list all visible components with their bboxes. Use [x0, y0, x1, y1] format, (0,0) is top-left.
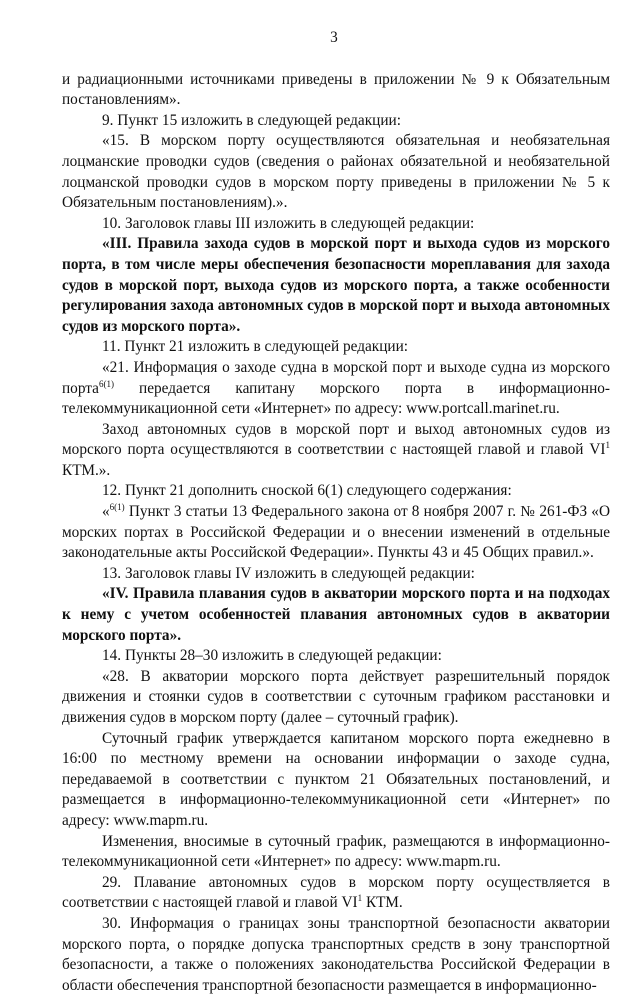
item-29-text-part-1: 29. Плавание автономных судов в морском порту осуществляется в соответствии с настоящей главой и главой VI	[62, 873, 610, 912]
page-number: 3	[330, 29, 338, 46]
item-10-heading: 10. Заголовок главы III изложить в следующей редакции:	[102, 214, 475, 232]
footnote-mark-6-1: 6(1)	[109, 502, 125, 513]
item-21-text-part-2: передается капитану морского порта в информационно-телекоммуникационной сети «Интернет» по адресу: www.portcall.marinet.ru.	[62, 379, 610, 418]
item-14-heading: 14. Пункты 28–30 изложить в следующей редакции:	[102, 647, 442, 665]
footnote-6-1-body: Пункт 3 статьи 13 Федерального закона от 8 ноября 2007 г. № 261-ФЗ «О морских портах в Российской Федерации и о внесении изменений в отдельные законодательные акты Российской Федерации». Пункты 43 и 45 Общих правил.».	[62, 503, 610, 562]
paragraph-continuation: и радиационными источниками приведены в приложении № 9 к Обязательным постановлениям».	[62, 70, 610, 109]
item-13-heading: 13. Заголовок главы IV изложить в следующей редакции:	[102, 564, 475, 582]
item-29-text-part-2: КТМ.	[362, 894, 403, 912]
item-12-heading: 12. Пункт 21 дополнить сноской 6(1) следующего содержания:	[102, 482, 512, 500]
autonomous-entry-text-part-1: Заход автономных судов в морской порт и выход автономных судов из морского порта осуществляются в соответствии с настоящей главой и главой VI	[62, 420, 610, 459]
autonomous-entry-text	[62, 420, 610, 482]
document-page	[62, 28, 610, 996]
item-9-heading: 9. Пункт 15 изложить в следующей редакции:	[102, 111, 401, 129]
footnote-ref-6-1: 6(1)	[98, 378, 114, 389]
footnote-quote-open: «	[102, 503, 110, 521]
item-11-heading: 11. Пункт 21 изложить в следующей редакции:	[102, 338, 409, 356]
item-28-text: «28. В акватории морского порта действует разрешительный порядок движения и стоянки судов в соответствии с суточным графиком расстановки и движения судов в морском порту (далее – суточный график).	[62, 667, 610, 726]
chapter-4-title: «IV. Правила плавания судов в акватории морского порта и на подходах к нему с учетом особенностей плавания автономных судов в акватории морского порта».	[62, 585, 610, 644]
chapter-superscript: 1	[605, 440, 610, 451]
schedule-changes-text: Изменения, вносимые в суточный график, размещаются в информационно-телекоммуникационной сети «Интернет» по адресу: www.mapm.ru.	[62, 832, 610, 871]
item-9-text: «15. В морском порту осуществляются обязательная и необязательная лоцманские проводки судов (сведения о районах обязательной и необязательной лоцманской проводки судов в морском порту приведены в приложении № 5 к Обязательным постановлениям).».	[62, 132, 610, 212]
footnote-6-1-text	[62, 502, 610, 564]
item-21-text	[62, 358, 610, 420]
daily-schedule-text: Суточный график утверждается капитаном морского порта ежедневно в 16:00 по местному времени на основании информации о заходе судна, передаваемой в соответствии с пунктом 21 Обязательных постановлений, и размещается в информационно-телекоммуникационной сети «Интернет» по адресу: www.mapm.ru.	[62, 729, 610, 829]
chapter-3-title: «III. Правила захода судов в морской порт и выхода судов из морского порта, в том числе меры обеспечения безопасности мореплавания для захода судов в морской порт, выхода судов из морского порта, а также особенности регулирования захода автономных судов в морской порт и выхода автономных судов из морского порта».	[62, 235, 610, 335]
autonomous-entry-text-part-2: КТМ.».	[62, 461, 111, 479]
item-30-text: 30. Информация о границах зоны транспортной безопасности акватории морского порта, о порядке допуска транспортных средств в зону транспортной безопасности, а также о положениях законодательства Российской Федерации в области обеспечения транспортной безопасности размещается в информационно-	[62, 914, 610, 994]
item-29-text	[62, 873, 610, 914]
item-21-text-part-1: «21. Информация о заходе судна в морской порт и выходе судна из морского порта	[62, 358, 610, 397]
chapter-superscript-2: 1	[357, 893, 363, 904]
